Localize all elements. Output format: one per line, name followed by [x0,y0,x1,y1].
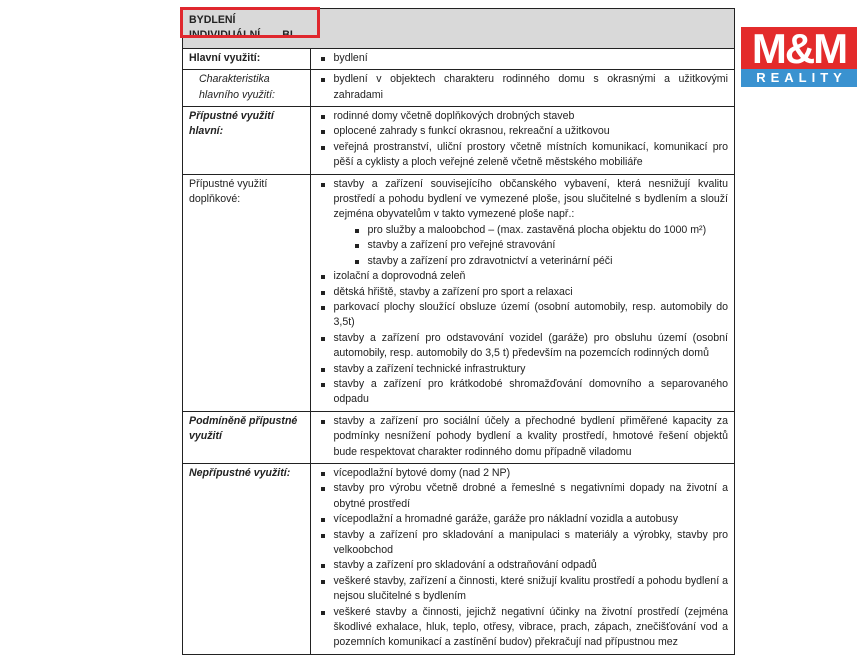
list-item-text: veřejná prostranství, uliční prostory včetně místních komunikací, komunikací pro pěší a cyklisty a ploch veřejné zeleně včetně městského mobiliáře [333,140,728,169]
list-item-text: stavby a zařízení pro sociální účely a přechodné bydlení přiměřené kapacity za podmínky nesnížení pohody bydlení a kvality prostředí, hmotové řešení objektů bude respektovat charakter rodinného domu případně viladomu [333,414,728,458]
list-item [317,177,729,269]
list-item [317,109,729,124]
mm-reality-logo [741,27,857,87]
list-item [317,466,729,481]
table-row [183,411,735,463]
highlight-box [180,7,320,38]
row-label-cell [183,48,311,69]
row-label-cell [183,174,311,411]
list-item-text: veškeré stavby a činnosti, jejichž negativní účinky na životní prostředí (zejména škodlivé exhalace, hluk, teplo, otřesy, vibrace, prach, zápach, znečišťování vod a pozemních komunikací a zastínění budov) překračují nad přípustnou mez [333,605,728,649]
list-item-text: bydlení [333,51,368,64]
sub-list-item: pro služby a maloobchod – (max. zastavěná plocha objektu do 1000 m²) [351,223,729,238]
logo-sub: REALITY [741,69,857,87]
list-item [317,414,729,460]
row-label: Podmíněně přípustné využití [189,414,298,443]
list-item-text: bydlení v objektech charakteru rodinného domu s okrasnými a užitkovými zahradami [333,73,728,101]
list-item [317,528,729,559]
row-label-cell [183,70,311,107]
table-row [183,48,735,69]
bullet-list [317,72,729,103]
list-item [317,331,729,362]
row-label: Charakteristika hlavního využití: [199,73,275,101]
list-item [317,362,729,377]
row-label: Nepřípustné využití: [189,466,291,479]
table-row [183,107,735,175]
row-label-cell [183,411,311,463]
list-item-text: oplocené zahrady s funkcí okrasnou, rekreační a užitkovou [333,125,610,138]
list-item [317,558,729,573]
row-content-cell [310,463,735,654]
row-label-cell [183,463,311,654]
list-item [317,124,729,139]
row-label: Přípustné využití doplňkové: [189,177,268,206]
list-item [317,285,729,300]
list-item [317,512,729,527]
list-item [317,300,729,331]
list-item [317,574,729,605]
table-row [183,174,735,411]
logo-brand: M&M [741,27,857,69]
sub-list [351,223,729,269]
list-item [317,269,729,284]
list-item [317,377,729,408]
list-item-text: stavby a zařízení pro skladování a odstraňování odpadů [333,559,597,572]
bullet-list [317,177,729,408]
zone-title: BYDLENÍ INDIVIDUÁLNÍ [189,14,261,42]
list-item-text: vícepodlažní bytové domy (nad 2 NP) [333,466,511,479]
row-content-cell [310,411,735,463]
row-content-cell [310,174,735,411]
list-item-text: dětská hřiště, stavby a zařízení pro sport a relaxaci [333,285,573,298]
list-item [317,51,729,66]
bullet-list [317,466,729,651]
row-label: Hlavní využití: [189,51,261,64]
list-item-text: vícepodlažní a hromadné garáže, garáže pro nákladní vozidla a autobusy [333,513,679,526]
list-item-text: izolační a doprovodná zeleň [333,270,466,283]
list-item-text: rodinné domy včetně doplňkových drobných staveb [333,110,575,123]
header-filler [310,9,735,49]
list-item [317,140,729,171]
list-item [317,481,729,512]
list-item [317,605,729,651]
table-row [183,70,735,107]
sub-list-item: stavby a zařízení pro veřejné stravování [351,238,729,253]
list-item-text: stavby a zařízení pro skladování a manipulaci s materiály a výrobky, stavby pro velkoobchod [333,528,728,556]
list-item-text: parkovací plochy sloužící obsluze území (osobní automobily, resp. automobily do 3,5t) [333,300,728,329]
sub-list-item: stavby a zařízení pro zdravotnictví a veterinární péči [351,254,729,269]
row-content-cell [310,48,735,69]
list-item-text: stavby a zařízení pro odstavování vozidel (garáže) pro obsluhu území (osobní automobily, resp. automobily do 3,5 t) především na pozemcích rodinných domů [333,331,728,360]
row-content-cell [310,70,735,107]
table-row [183,463,735,654]
zoning-table [182,8,735,655]
bullet-list [317,51,729,66]
zone-code: BI [282,29,293,42]
row-label: Přípustné využití hlavní: [189,110,274,138]
list-item [317,72,729,103]
list-item-text: stavby a zařízení technické infrastruktury [333,362,526,375]
row-label-cell [183,107,311,175]
row-content-cell [310,107,735,175]
bullet-list [317,414,729,460]
list-item-text: stavby a zařízení souvisejícího občanského vybavení, která nesnižují kvalitu prostředí a pohodu bydlení ve vymezené ploše, jsou slučitelné s bydlením a slouží zejména obyvatelům v takto vymezené ploše např.: [333,177,728,221]
list-item-text: stavby pro výrobu včetně drobné a řemeslné s negativními dopady na životní a obytné prostředí [333,482,728,510]
list-item-text: stavby a zařízení pro krátkodobé shromažďování domovního a separovaného odpadu [333,377,728,406]
bullet-list [317,109,729,171]
list-item-text: veškeré stavby, zařízení a činnosti, které snižují kvalitu prostředí a pohodu bydlení a nejsou slučitelné s bydlením [333,574,728,603]
